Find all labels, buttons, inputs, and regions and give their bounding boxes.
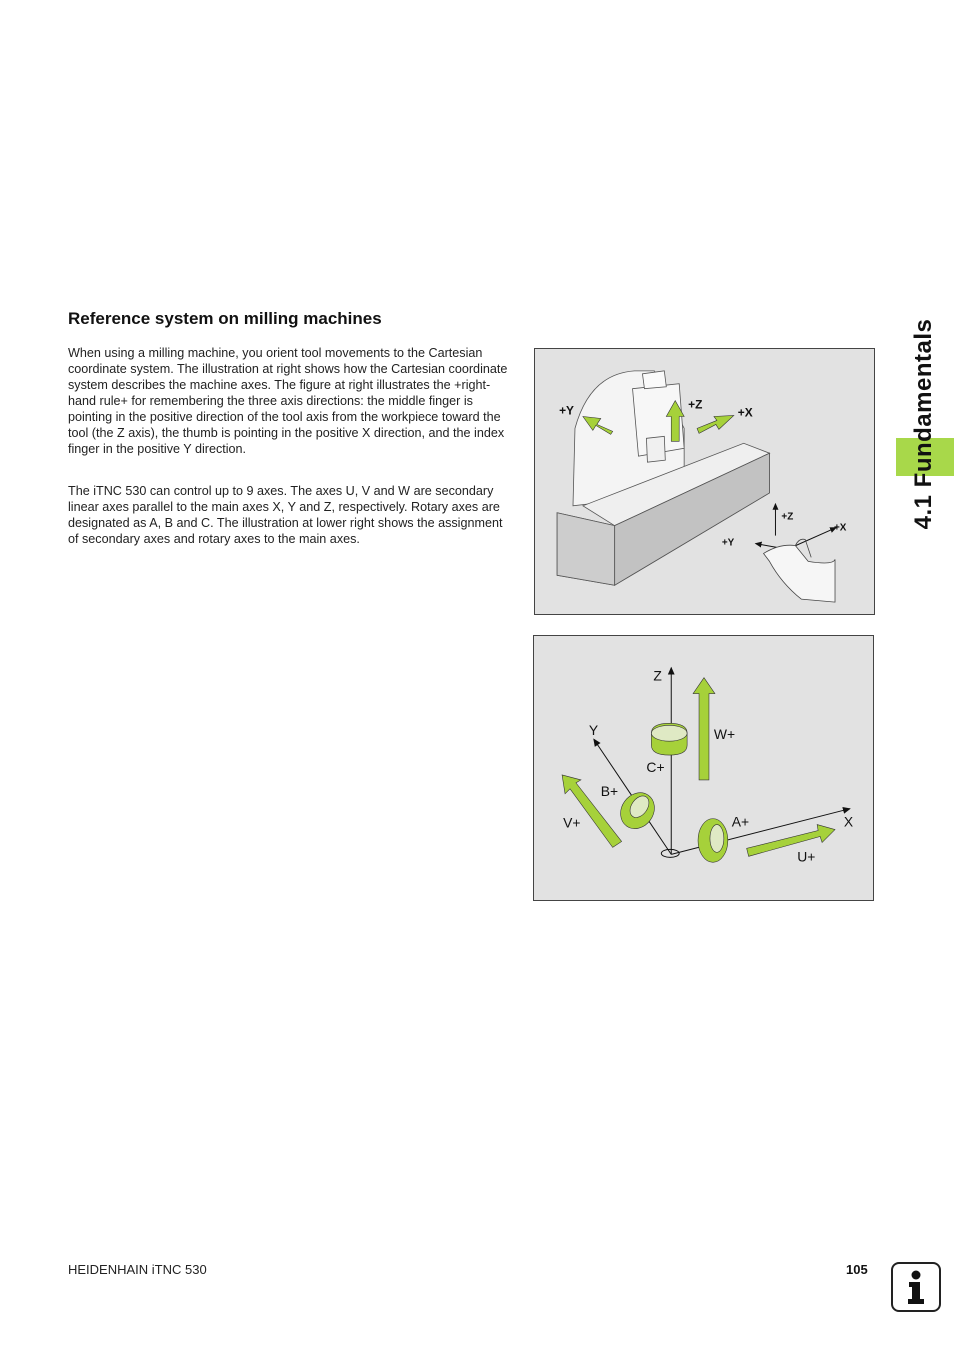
right-hand-icon — [756, 504, 836, 602]
axes-assignment-drawing — [534, 636, 873, 900]
chapter-title: 4.1 Fundamentals — [910, 318, 937, 530]
page-number: 105 — [846, 1262, 868, 1277]
label-plus-x: +X — [737, 405, 753, 420]
axis-label-x: X — [843, 813, 854, 830]
arrow-u-plus — [747, 825, 835, 857]
axis-label-w-plus: W+ — [713, 726, 736, 743]
axis-label-c-plus: C+ — [646, 758, 665, 775]
milling-machine-drawing — [535, 349, 874, 614]
arrow-w-plus — [693, 678, 715, 780]
rotation-c-plus-icon — [651, 723, 687, 755]
label-plus-y: +Y — [559, 403, 575, 418]
axis-label-z: Z — [653, 667, 662, 684]
axis-label-y: Y — [588, 722, 599, 739]
body-paragraph-1: When using a milling machine, you orient tool movements to the Cartesian coordinate system. The illustration at right shows how the Cartesian coordinate system describes the machine axes. The figure at right illustrates the +right-hand rule+ for remembering the three axis directions: the middle finger is pointing in the positive direction of the tool axis from the workpiece toward the tool (the Z axis), the thumb is pointing in the positive X direction, and the index finger in the positive Y direction. — [68, 346, 508, 456]
section-heading: Reference system on milling machines — [68, 309, 382, 328]
footer-product-name: HEIDENHAIN iTNC 530 — [68, 1262, 207, 1277]
arrow-plus-x — [697, 415, 734, 433]
hand-label-plus-y: +Y — [721, 537, 735, 549]
axes-assignment-figure — [533, 635, 874, 901]
axis-label-b-plus: B+ — [600, 782, 619, 799]
rotation-b-plus-icon — [614, 786, 662, 835]
axis-label-v-plus: V+ — [563, 814, 581, 831]
axis-label-u-plus: U+ — [797, 848, 816, 865]
rotation-a-plus-icon — [698, 819, 728, 863]
axis-label-a-plus: A+ — [731, 813, 750, 830]
hand-label-plus-x: +X — [834, 522, 847, 534]
milling-machine-figure — [534, 348, 875, 615]
hand-label-plus-z: +Z — [781, 511, 794, 523]
body-paragraph-2: The iTNC 530 can control up to 9 axes. The axes U, V and W are secondary linear axes parallel to the main axes X, Y and Z, respectively. Rotary axes are designated as A, B and C. The illustration at lower right shows the assignment of secondary axes and rotary axes to the main axes. — [68, 484, 503, 546]
label-plus-z: +Z — [688, 397, 703, 412]
info-icon — [891, 1262, 941, 1312]
